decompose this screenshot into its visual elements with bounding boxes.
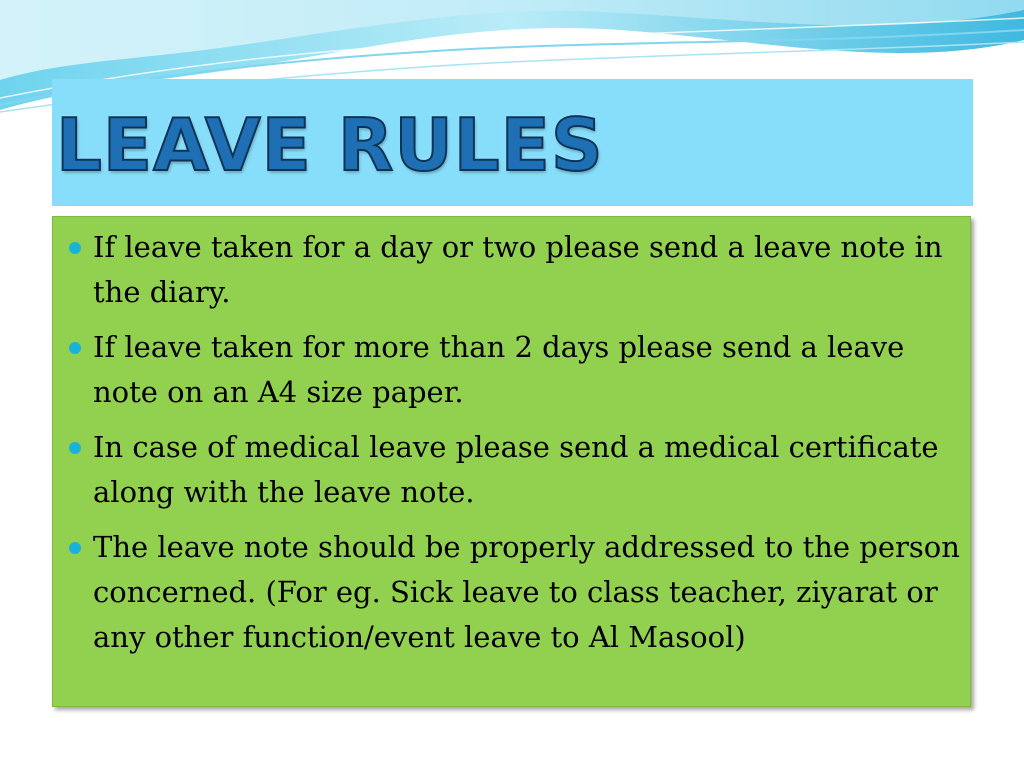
bullet-dot-icon [69, 342, 81, 354]
bullet-list [53, 217, 970, 660]
bullet-text: If leave taken for more than 2 days please send a leave note on an A4 size paper. [93, 330, 905, 409]
bullet-dot-icon [69, 242, 81, 254]
bullet-dot-icon [69, 442, 81, 454]
list-item [67, 525, 960, 660]
slide-title: LEAVE RULES [56, 103, 604, 187]
list-item [67, 425, 960, 515]
bullet-text: The leave note should be properly addressed to the person concerned. (For eg. Sick leave to class teacher, ziyarat or any other function/event leave to Al Masool) [93, 530, 960, 654]
title-bar [52, 79, 973, 206]
content-box [52, 216, 971, 707]
list-item [67, 225, 960, 315]
bullet-dot-icon [69, 542, 81, 554]
bullet-text: If leave taken for a day or two please send a leave note in the diary. [93, 230, 943, 309]
list-item [67, 325, 960, 415]
bullet-text: In case of medical leave please send a medical certificate along with the leave note. [93, 430, 939, 509]
